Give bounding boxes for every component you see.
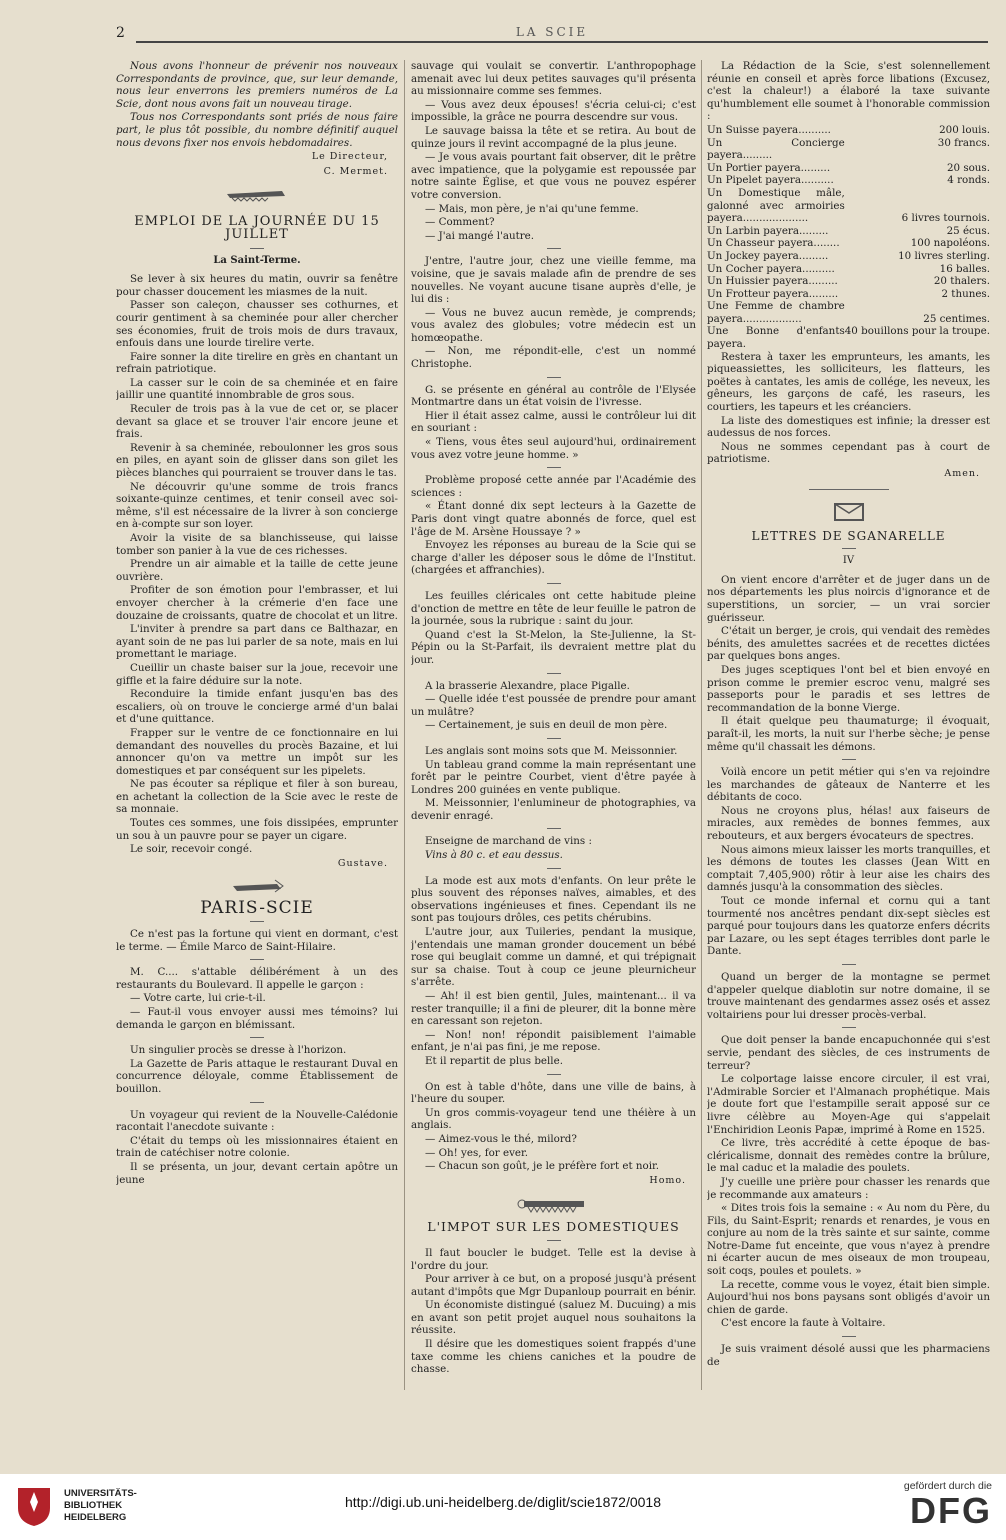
tax-amount: 20 sous. (946, 161, 990, 174)
tax-payer: Un Concierge payera......... (707, 136, 845, 162)
paragraph: Un voyageur qui revient de la Nouvelle-Calédonie racontait l'anecdote suivante : (116, 1108, 398, 1134)
separator (547, 467, 561, 468)
paragraph: Ne pas écouter sa réplique et filer à son bureau, en achetant la collection de la Scie avec le reste de sa monnaie. (116, 778, 398, 816)
notice-paragraph: Nous avons l'honneur de prévenir nos nouveaux Correspondants de province, que, sur leur demande, nous leur enverrons les premiers numéros de La Scie, dont nous avons fait un nouveau tirage. (116, 60, 398, 110)
page-number: 2 (116, 25, 125, 41)
paragraph: — Chacun son goût, je le préfère fort et noir. (425, 1160, 660, 1173)
tax-payer: Un Larbin payera......... (707, 224, 829, 237)
column-1 (116, 60, 398, 1400)
tax-amount: 25 écus. (946, 224, 990, 237)
table-row (707, 137, 990, 162)
separator (842, 759, 856, 760)
paragraph: L'autre jour, aux Tuileries, pendant la musique, j'entendais une maman gronder doucement un bébé rose qui beuglait comme un damné, et qui trépignait sur sa chaise. Tout à coup ce jeune pleurnicheur s'arrête. (411, 926, 696, 989)
tax-payer: Une Femme de chambre payera.................. (707, 300, 845, 325)
table-row (707, 325, 990, 350)
tax-amount: 30 francs. (937, 136, 990, 149)
separator (547, 868, 561, 869)
paragraph: Hier il était assez calme, aussi le contrôleur lui dit en souriant : (411, 409, 696, 435)
paragraph: La casser sur le coin de sa cheminée et en faire jaillir une quantité innombrable de gros sous. (116, 376, 398, 402)
separator (547, 828, 561, 829)
tax-amount: 25 centimes. (923, 312, 990, 325)
table-row (707, 124, 990, 137)
paragraph: La recette, comme vous le voyez, était bien simple. Aujourd'hui nos bons paysans sont obligés d'avoir un chien de garde. (707, 1278, 990, 1316)
separator (842, 1336, 856, 1337)
paragraph: Quand c'est la St-Melon, la Ste-Julienne, la St-Pépin ou la St-Parfait, ils devraient mettre plat du jour. (411, 628, 696, 666)
separator (547, 377, 561, 378)
footer-bar (0, 1474, 1006, 1540)
header-rule (136, 41, 988, 43)
paragraph: Des juges sceptiques l'ont bel et bien envoyé en prison comme le premier escroc venu, malgré ses passeports pour le paradis et ses lettres de recommandation de la bonne Vierge. (707, 663, 990, 714)
column-divider (701, 60, 702, 1390)
tax-amount: 40 bouillons pour la troupe. (844, 325, 990, 338)
paragraph: La Gazette de Paris attaque le restaurant Duval en concurrence déloyale, comme Établissement de bouillon. (116, 1057, 398, 1095)
tax-payer: Un Domestique mâle, galonné avec armoiries payera.................... (707, 186, 845, 225)
paragraph: C'était un berger, je crois, qui vendait des remèdes bénits, des amulettes sacrées et de recettes dictées par quelques bons anges. (707, 625, 990, 663)
paragraph: — Votre carte, lui crie-t-il. (130, 992, 266, 1005)
paragraph: sauvage qui voulait se convertir. L'anthropophage amenait avec lui deux petites sauvages qu'il présenta au missionnaire comme ses femmes. (411, 60, 696, 98)
paragraph: M. Meissonnier, l'enlumineur de photographies, va devenir enragé. (411, 797, 696, 822)
paragraph: Il désire que les domestiques soient frappés d'une taxe comme les chiens caniches et la poudre de chasse. (411, 1338, 696, 1376)
paragraph: Avoir la visite de sa blanchisseuse, qui laisse tomber son panier à la vue de ces richesses. (116, 532, 398, 557)
dfg-wordmark: DFG (910, 1490, 992, 1531)
separator (842, 964, 856, 965)
notice-signature-role: Le Directeur, (311, 151, 388, 163)
emploi-signature: Gustave. (337, 857, 388, 869)
paragraph: C'était du temps où les missionnaires étaient en train de catéchiser notre colonie. (116, 1134, 398, 1160)
separator (250, 921, 264, 922)
paragraph: Tout ce monde infernal et cornu qui a tant tourmenté nos ancêtres pendant dix-sept siècles est parqué pour toujours dans les quatorze enfers décrits par Lazare, ou les sept étages terribles dont parle le Dante. (707, 895, 990, 958)
paragraph: Pour arriver à ce but, on a proposé jusqu'à présent autant d'impôts que Mgr Dupanloup pourrait en bénir. (411, 1273, 696, 1298)
tax-payer: Un Portier payera......... (707, 161, 831, 174)
paragraph: Frapper sur le ventre de ce fonctionnaire en lui demandant des nouvelles du procès Bazaine, et lui annoncer qu'on va mettre un impôt sur les domestiques et par conséquent sur les pipelets. (116, 726, 398, 777)
paragraph: — Certainement, je suis en deuil de mon père. (425, 719, 668, 732)
library-name-line: HEIDELBERG (64, 1512, 127, 1523)
paragraph: — Je vous avais pourtant fait observer, dit le prêtre avec impatience, que la polygamie est repoussée par notre sainte Église, et que vous ne pouvez espérer votre conversion. (411, 151, 696, 201)
dfg-logo[interactable] (862, 1480, 992, 1536)
notice-signature-name: C. Mermet. (323, 165, 388, 177)
newspaper-title: LA SCIE (515, 25, 589, 39)
tax-amount: 200 louis. (939, 123, 990, 136)
lettres-heading: LETTRES DE SGANARELLE (751, 528, 946, 543)
tax-payer: Un Chasseur payera........ (707, 237, 840, 250)
tax-amount: 100 napoléons. (910, 237, 990, 250)
impot-heading: L'IMPOT SUR LES DOMESTIQUES (427, 1219, 680, 1235)
tax-amount: 4 ronds. (947, 174, 990, 187)
table-row (707, 250, 990, 263)
library-name-line: BIBLIOTHEK (64, 1500, 123, 1511)
letter-ornament-icon (829, 498, 869, 524)
amen-signature: Amen. (944, 468, 980, 479)
separator (809, 489, 889, 490)
paragraph: — Non, me répondit-elle, c'est un nommé Christophe. (411, 345, 696, 371)
paragraph: La mode est aux mots d'enfants. On leur prête le plus souvent des réponses naïves, aimables, et des observations ingénieuses et fines. Cependant ils ne sont pas toujours drôles, ces petits chérubins. (411, 874, 696, 925)
paragraph: Quand un berger de la montagne se permet d'appeler quelque diablotin sur notre domaine, il se trouve maintenant des gendarmes assez osés et assez voltairiens pour lui dresser procès-verbal. (707, 971, 990, 1021)
separator (547, 738, 561, 739)
paragraph: Vins à 80 c. et eau dessus. (425, 849, 563, 862)
paragraph: — Comment? (425, 216, 495, 229)
paragraph: Les feuilles cléricales ont cette habitude pleine d'onction de mettre en tête de leur feuille le patron de la journée, sous la rubrique : saint du jour. (411, 589, 696, 628)
separator (547, 1240, 561, 1241)
paragraph: — Aimez-vous le thé, milord? (425, 1132, 577, 1145)
paragraph: Revenir à sa cheminée, reboulonner les gros sous en piles, en ayant soin de glisser dans son gilet les pièces blanches qui pourraient se trouver dans le tas. (116, 441, 398, 480)
paragraph: L'inviter à prendre sa part dans ce Balthazar, en ayant soin de ne pas lui parler de sa note, mais en lui promettant le mariage. (116, 623, 398, 661)
paragraph: — Ah! il est bien gentil, Jules, maintenant... il va rester tranquille; il a fini de pleurer, dit la bonne mère en caressant son rejeton. (411, 990, 696, 1028)
paragraph: Un singulier procès se dresse à l'horizon. (130, 1044, 347, 1057)
paragraph: Le colportage laisse encore circuler, il est vrai, l'Admirable Sorcier et l'Almanach prophétique. Mais je doute fort que l'estampille serait apposé sur ce livre célèbre au Moyen-Age qui s'appelait l'Enchiridion Leonis Papæ, imprimé à Rome en 1525. (707, 1073, 990, 1136)
paragraph: — Oh! yes, for ever. (425, 1146, 529, 1159)
paragraph: Toutes ces sommes, une fois dissipées, emprunter un sou à un pauvre pour se payer un cigare. (116, 817, 398, 842)
separator (250, 1102, 264, 1103)
paragraph: Envoyez les réponses au bureau de la Scie qui se charge d'aller les déposer sous le dôme de l'Institut. (chargées et affranchies). (411, 539, 696, 577)
permalink[interactable]: http://digi.ub.uni-heidelberg.de/diglit/scie1872/0018 (344, 1494, 661, 1510)
paragraph: Les anglais sont moins sots que M. Meissonnier. (425, 744, 678, 757)
paragraph: Faire sonner la dite tirelire en grès en chantant un refrain patriotique. (116, 350, 398, 376)
paragraph: Un tableau grand comme la main représentant une forêt par le peintre Courbet, vient d'être payée à Londres 200 guinées en vente publique. (411, 758, 696, 796)
column-divider (404, 60, 405, 1390)
separator (842, 1027, 856, 1028)
table-row (707, 300, 990, 325)
paragraph: « Tiens, vous êtes seul aujourd'hui, ordinairement vous avez votre jeune homme. » (411, 436, 696, 461)
paragraph: — Vous ne buvez aucun remède, je comprends; vous avalez des globules; votre médecin est un homœopathe. (411, 306, 696, 344)
paragraph: La Rédaction de la Scie, s'est solennellement réunie en conseil et après force libations (Excusez, c'est la chaleur!) a élaboré la taxe suivante qu'humblement elle soumet à l'honorable commission : (707, 60, 990, 123)
paragraph: — Non! non! répondit paisiblement l'aimable enfant, je n'ai pas fini, je me repose. (411, 1028, 696, 1054)
notice-paragraph: Tous nos Correspondants sont priés de nous faire part, le plus tôt possible, du nombre définitif auquel nous devons fixer nos envois hebdomadaires. (116, 111, 398, 149)
homo-signature: Homo. (649, 1174, 686, 1186)
paragraph: Le sauvage baissa la tête et se retira. Au bout de quinze jours il revint accompagné de la plus jeune. (411, 124, 696, 150)
table-row (707, 225, 990, 238)
tax-payer: Un Pipelet payera.......... (707, 174, 834, 187)
table-row (707, 263, 990, 276)
paragraph: Il se présenta, un jour, devant certain apôtre un jeune (116, 1160, 398, 1186)
table-row (707, 288, 990, 301)
column-3 (707, 60, 990, 1400)
paragraph: Il était quelque peu thaumaturge; il évoquait, paraît-il, les morts, la nuit sur l'herbe sèche; je pense même qu'il chassait les démons. (707, 715, 990, 753)
paragraph: Profiter de son émotion pour l'embrasser, et lui envoyer chercher à la crémerie d'en face une douzaine de croissants, quatre de chocolat et un litre. (116, 584, 398, 622)
paragraph: — Quelle idée t'est poussée de prendre pour amant un mulâtre? (411, 693, 696, 718)
separator (250, 248, 264, 249)
separator (547, 673, 561, 674)
paragraph: Problème proposé cette année par l'Académie des sciences : (411, 474, 696, 499)
emploi-heading: EMPLOI DE LA JOURNÉE DU 15 JUILLET (134, 214, 380, 242)
tax-amount: 16 balles. (939, 262, 990, 275)
separator (547, 583, 561, 584)
paragraph: Que doit penser la bande encapuchonnée qui s'est servie, pendant des siècles, de ces instruments de terreur? (707, 1034, 990, 1072)
paragraph: J'y cueille une prière pour chasser les renards que je recommande aux amateurs : (707, 1175, 990, 1201)
tax-amount: 10 livres sterling. (898, 249, 990, 262)
page-header (116, 25, 988, 45)
paragraph: Reconduire la timide enfant jusqu'en bas des escaliers, où on trouve le concierge armé d'un balai et d'une quittance. (116, 688, 398, 726)
paragraph: Et il repartit de plus belle. (425, 1054, 563, 1067)
table-row (707, 187, 990, 225)
letter-number: IV (842, 555, 855, 567)
paragraph: Un gros commis-voyageur tend une théière à un anglais. (411, 1106, 696, 1132)
separator (250, 1037, 264, 1038)
separator (547, 248, 561, 249)
column-2 (411, 60, 696, 1400)
paragraph: Il faut boucler le budget. Telle est la devise à l'ordre du jour. (411, 1246, 696, 1272)
paragraph: Se lever à six heures du matin, ouvrir sa fenêtre pour chasser doucement les miasmes de la nuit. (116, 273, 398, 298)
table-row (707, 174, 990, 187)
paragraph: — Faut-il vous envoyer aussi mes témoins? lui demanda le garçon en blémissant. (116, 1006, 398, 1031)
tax-amount: 20 thalers. (933, 275, 990, 288)
paragraph: Nous ne croyons plus, hélas! aux faiseurs de miracles, aux remèdes de bonnes femmes, aux rebouteurs, et aux bergers évocateurs de spectres. (707, 804, 990, 843)
paragraph: J'entre, l'autre jour, chez une vieille femme, ma voisine, que je savais malade afin de prendre de ses nouvelles. Ne voyant aucune tisane auprès d'elle, je lui dis : (411, 255, 696, 306)
paragraph: La liste des domestiques est infinie; la dresser est audessus de nos forces. (707, 414, 990, 440)
tax-amount: 6 livres tournois. (901, 212, 990, 225)
paragraph: A la brasserie Alexandre, place Pigalle. (425, 679, 630, 692)
paragraph: On vient encore d'arrêter et de juger dans un de nos départements les plus noircis d'ignorance et de superstitions, un sorcier, — un vrai sorcier guérisseur. (707, 573, 990, 624)
epigraph: Ce n'est pas la fortune qui vient en dormant, c'est le terme. — Émile Marco de Saint-Hilaire. (116, 928, 398, 953)
emploi-subheading: La Saint-Terme. (213, 254, 301, 266)
saw-ornament-icon (227, 876, 287, 896)
domestic-ornament-icon (514, 1193, 594, 1215)
paragraph: G. se présente en général au contrôle de l'Elysée Montmartre dans un état voisin de l'ivresse. (411, 383, 696, 409)
paris-scie-heading: PARIS-SCIE (200, 898, 314, 919)
funding-note: gefördert durch die (903, 1480, 992, 1492)
paragraph: C'est encore la faute à Voltaire. (721, 1317, 886, 1330)
tax-payer: Un Cocher payera.......... (707, 262, 835, 275)
paragraph: Le soir, recevoir congé. (130, 843, 253, 856)
paragraph: Nous aimons mieux laisser les morts tranquilles, et les démons de toutes les classes (Jean Witt en comptait 7,405,900) rôtir à leur aise les chairs des damnés jusqu'à la consommation des siècles. (707, 843, 990, 894)
paragraph: Prendre un air aimable et la taille de cette jeune ouvrière. (116, 558, 398, 583)
paragraph: Restera à taxer les emprunteurs, les amants, les piqueassiettes, les solliciteurs, les flatteurs, les poëtes à cantates, les amis de collége, les neveux, les gêneurs, les garçons de café, les raseurs, les courtiers, les tapeurs et les créanciers. (707, 350, 990, 414)
paragraph: Je suis vraiment désolé aussi que les pharmaciens de (707, 1343, 990, 1368)
library-name-line: UNIVERSITÄTS- (64, 1488, 137, 1499)
tax-amount: 2 thunes. (941, 287, 990, 300)
paragraph: Enseigne de marchand de vins : (425, 835, 592, 848)
separator (842, 548, 856, 549)
paragraph: — J'ai mangé l'autre. (425, 229, 535, 242)
paragraph: « Étant donné dix sept lecteurs à la Gazette de Paris dont vingt quatre abonnés de force, quel est l'âge de M. Arsène Houssaye ? » (411, 500, 696, 538)
paragraph: Passer son caleçon, chausser ses cothurnes, et courir gentiment à sa cheminée pour aller chercher ses économies, fruit de trois mois de durs travaux, enfouis dans une lourde tirelire verte. (116, 299, 398, 350)
table-row (707, 237, 990, 250)
paragraph: — Mais, mon père, je n'ai qu'une femme. (425, 202, 639, 215)
paragraph: Reculer de trois pas à la vue de cet or, se placer devant sa glace et se trouver l'air encore jeune et frais. (116, 403, 398, 441)
paragraph: M. C.... s'attable délibérément à un des restaurants du Boulevard. Il appelle le garçon : (116, 966, 398, 991)
paragraph: Ne découvrir qu'une somme de trois francs soixante-quinze centimes, et tenir conseil avec soi-même, s'il est nécessaire de la livrer à son concierge en à-compte sur son loyer. (116, 480, 398, 531)
separator (250, 959, 264, 960)
table-row (707, 275, 990, 288)
paragraph: « Dites trois fois la semaine : « Au nom du Père, du Fils, du Saint-Esprit; renards et renardes, je vous en conjure au nom de la très sainte et sur sainte, comme Notre-Dame fut enceinte, que vous n'ayez à prendre ni écarter aucun de mes oiseaux de mon troupeau, soit coqs, poules et poulets. » (707, 1202, 990, 1278)
paragraph: — Vous avez deux épouses! s'écria celui-ci; c'est impossible, la grâce ne pourra descendre sur vous. (411, 98, 696, 124)
paragraph: On est à table d'hôte, dans une ville de bains, à l'heure du souper. (411, 1080, 696, 1106)
tax-payer: Un Jockey payera......... (707, 249, 829, 262)
saw-ornament-icon (222, 184, 292, 202)
tax-payer: Un Frotteur payera......... (707, 287, 839, 300)
paragraph: Ce livre, très accrédité à cette époque de bas-cléricalisme, donnait des remèdes contre la brûlure, le mal caduc et la maladie des poulets. (707, 1137, 990, 1175)
paragraph: Cueillir un chaste baiser sur la joue, recevoir une giffle et la faire déduire sur la note. (116, 661, 398, 687)
paragraph: Nous ne sommes cependant pas à court de patriotisme. (707, 440, 990, 466)
tax-payer: Une Bonne d'enfants payera. (707, 325, 845, 351)
paragraph: Voilà encore un petit métier qui s'en va rejoindre les marchandes de gâteaux de Nanterre et les débitants de coco. (707, 766, 990, 804)
table-row (707, 162, 990, 175)
tax-table (707, 124, 990, 351)
paragraph: Un économiste distingué (saluez M. Ducuing) a mis en avant son petit projet auquel nous souhaitons la réussite. (411, 1299, 696, 1337)
tax-payer: Un Suisse payera.......... (707, 123, 831, 136)
tax-payer: Un Huissier payera......... (707, 275, 838, 288)
emploi-article (116, 273, 398, 856)
separator (547, 1074, 561, 1075)
